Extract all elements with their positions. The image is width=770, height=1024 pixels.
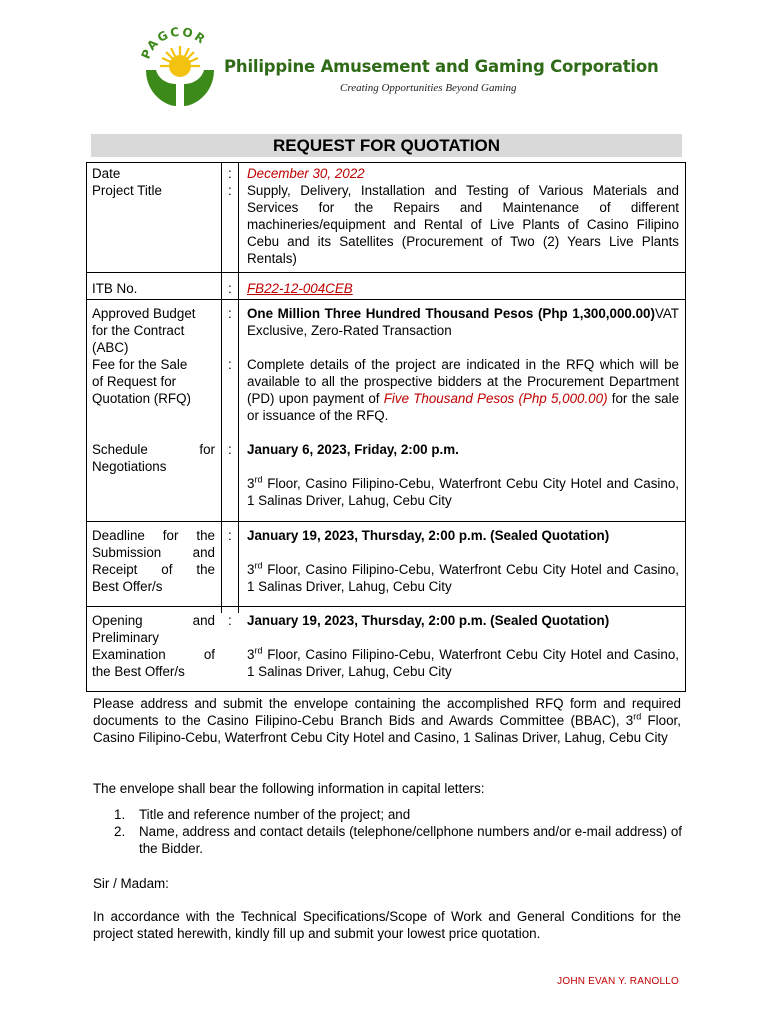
floor-number: 3 (247, 562, 255, 577)
rfq-details-table (86, 162, 686, 692)
abc-note: VAT Exclusive, Zero-Rated Transaction (247, 306, 679, 338)
fee-label-line: of Request for (92, 374, 177, 389)
org-name: Philippine Amusement and Gaming Corporation (224, 57, 659, 76)
list-text: Title and reference number of the project; and (139, 807, 411, 822)
schedule-datetime: January 6, 2023, Friday, 2:00 p.m. (247, 442, 459, 457)
list-text: Name, address and contact details (telephone/cellphone numbers and/or e-mail address) of the Bidder. (139, 824, 682, 856)
deadline-label (92, 527, 215, 595)
row-divider (87, 691, 685, 692)
abc-amount: One Million Three Hundred Thousand Pesos (Php 1,300,000.00) (247, 306, 655, 321)
schedule-venue (247, 476, 679, 508)
colon: : (228, 613, 232, 628)
schedule-label-line: Negotiations (92, 459, 167, 474)
colon: : (228, 357, 232, 372)
list-item (114, 823, 682, 857)
row-divider (87, 272, 685, 273)
colon: : (228, 166, 232, 181)
fee-value (247, 356, 679, 424)
floor-suffix: rd (633, 711, 642, 722)
row-divider (87, 521, 685, 522)
column-divider (238, 163, 239, 613)
pagcor-logo (136, 22, 222, 110)
fee-text-end: for the sale or issuance of the RFQ. (247, 391, 680, 423)
instructions-text-end: Floor, Casino Filipino-Cebu, Waterfront Cebu City Hotel and Casino, 1 Salinas Driver, Lahug, Cebu City (93, 713, 681, 745)
colon: : (228, 442, 232, 457)
project-title-value: Supply, Delivery, Installation and Testing of Various Materials and Services for the Repairs and Maintenance of different machineries/equipment and Rental of Live Plants of Casino Filipino Cebu and its Satellites (Procurement of Two (2) Years Live Plants Rentals) (247, 183, 679, 266)
body-text: In accordance with the Technical Specifications/Scope of Work and General Conditions for the project stated herewith, kindly fill up and submit your lowest price quotation. (93, 909, 681, 941)
column-divider (221, 163, 222, 613)
list-number: 2. (114, 824, 126, 839)
list-item (114, 806, 682, 823)
floor-suffix: rd (254, 560, 263, 571)
salutation: Sir / Madam: (93, 876, 169, 891)
date-label: Date (92, 166, 121, 181)
deadline-label-line: Deadline for the (92, 528, 215, 543)
abc-label-line: for the Contract (92, 323, 185, 338)
opening-label (92, 612, 215, 680)
abc-label-line: (ABC) (92, 340, 129, 355)
opening-label-line: Examination of (92, 647, 215, 662)
instructions-text: Please address and submit the envelope containing the accomplished RFQ form and required documents to the Casino Filipino-Cebu Branch Bids and Awards Committee (BBAC), 3 (93, 696, 681, 728)
deadline-venue (247, 562, 679, 594)
deadline-datetime: January 19, 2023, Thursday, 2:00 p.m. (Sealed Quotation) (247, 528, 610, 543)
fee-label-line: Fee for the Sale (92, 357, 188, 372)
colon: : (228, 306, 232, 321)
colon: : (228, 183, 232, 198)
deadline-label-line: Receipt of the (92, 562, 215, 577)
fee-label (92, 356, 215, 407)
deadline-label-line: Best Offer/s (92, 579, 163, 594)
venue-text: Floor, Casino Filipino-Cebu, Waterfront Cebu City Hotel and Casino, 1 Salinas Driver, Lahug, Cebu City (247, 562, 679, 594)
abc-label-line: Approved Budget (92, 306, 196, 321)
opening-label-line: Preliminary (92, 630, 159, 645)
fee-label-line: Quotation (RFQ) (92, 391, 191, 406)
venue-text: Floor, Casino Filipino-Cebu, Waterfront Cebu City Hotel and Casino, 1 Salinas Driver, Lahug, Cebu City (247, 476, 679, 508)
schedule-label-line: Schedule for (92, 442, 215, 457)
colon: : (228, 528, 232, 543)
document-title: REQUEST FOR QUOTATION (91, 134, 682, 157)
date-value: December 30, 2022 (247, 166, 365, 181)
envelope-intro: The envelope shall bear the following information in capital letters: (93, 781, 485, 796)
row-divider (87, 606, 685, 607)
abc-label (92, 305, 215, 356)
project-title-label: Project Title (92, 183, 162, 198)
floor-suffix: rd (254, 474, 263, 485)
opening-label-line: Opening and (92, 613, 215, 628)
opening-label-line: the Best Offer/s (92, 664, 185, 679)
itb-number: FB22-12-004CEB (247, 281, 353, 296)
schedule-value (247, 441, 679, 509)
itb-label: ITB No. (92, 281, 138, 296)
list-number: 1. (114, 807, 126, 822)
schedule-label (92, 441, 215, 475)
colon: : (228, 281, 232, 296)
venue-text: Floor, Casino Filipino-Cebu, Waterfront Cebu City Hotel and Casino, 1 Salinas Driver, Lahug, Cebu City (247, 647, 679, 679)
opening-venue (247, 647, 679, 679)
floor-number: 3 (247, 476, 255, 491)
signatory-name: JOHN EVAN Y. RANOLLO (557, 976, 679, 987)
fee-amount: Five Thousand Pesos (Php 5,000.00) (383, 391, 608, 406)
deadline-label-line: Submission and (92, 545, 215, 560)
submission-instructions (93, 695, 681, 746)
fee-text: Complete details of the project are indicated in the RFQ which will be available to all the prospective bidders at the Procurement Department (PD) upon payment of (247, 357, 679, 406)
envelope-list (114, 806, 682, 857)
opening-datetime: January 19, 2023, Thursday, 2:00 p.m. (Sealed Quotation) (247, 613, 610, 628)
logo-text: PAGCOR (138, 24, 210, 62)
abc-value (247, 305, 679, 339)
deadline-value (247, 527, 679, 595)
floor-number: 3 (247, 647, 255, 662)
tagline: Creating Opportunities Beyond Gaming (340, 82, 517, 94)
floor-suffix: rd (254, 645, 263, 656)
opening-value (247, 612, 679, 680)
row-divider (87, 299, 685, 300)
